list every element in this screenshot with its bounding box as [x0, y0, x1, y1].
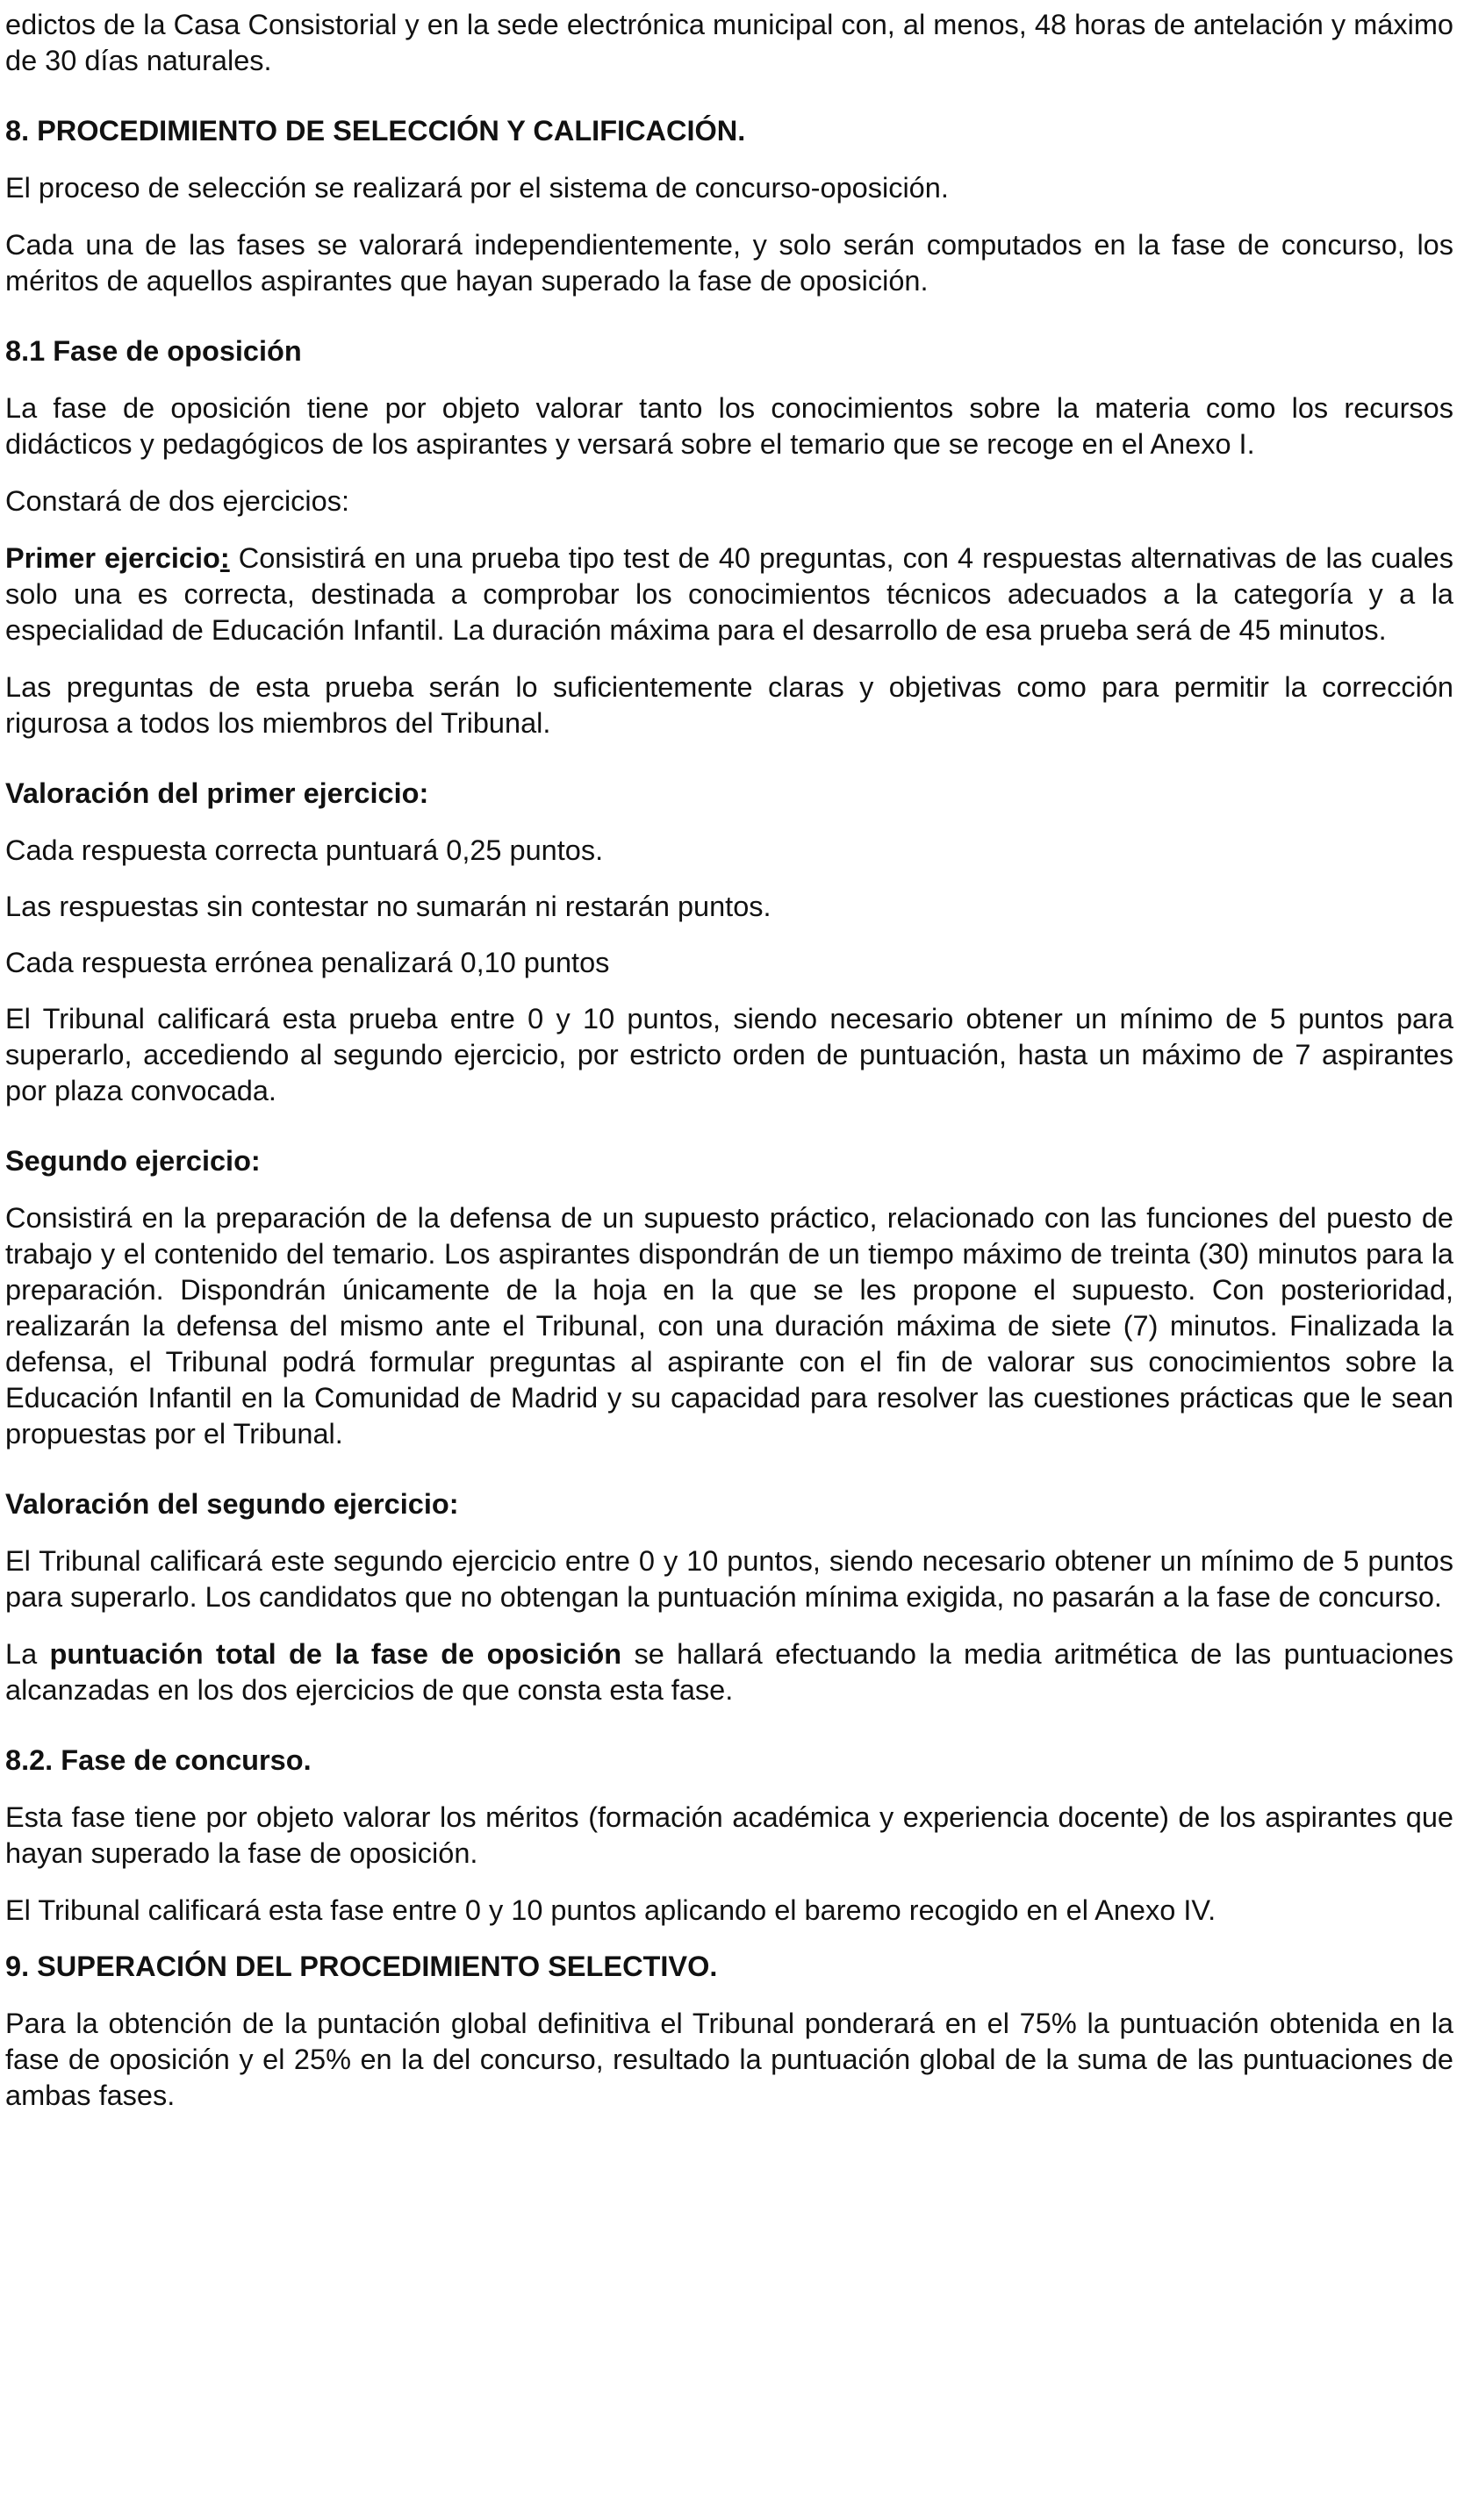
- paragraph-objeto-concurso: Esta fase tiene por objeto valorar los méritos (formación académica y experiencia docente) de los aspirantes que hayan superado la fase de oposición.: [5, 1801, 1453, 1869]
- puntuacion-total-prefix: La: [5, 1638, 50, 1670]
- paragraph-respuesta-correcta: Cada respuesta correcta puntuará 0,25 puntos.: [5, 834, 604, 866]
- heading-section-8: 8. PROCEDIMIENTO DE SELECCIÓN Y CALIFICACIÓN.: [5, 115, 746, 147]
- primer-ejercicio-colon: :: [219, 542, 230, 574]
- paragraph-puntuacion-global: Para la obtención de la puntación global definitiva el Tribunal ponderará en el 75% la puntuación obtenida en la fase de oposición y el 25% en la del concurso, resultado la puntuación global de la suma de las puntuaciones de ambas fases.: [5, 2008, 1453, 2111]
- paragraph-proceso-seleccion: El proceso de selección se realizará por el sistema de concurso-oposición.: [5, 172, 949, 204]
- paragraph-dos-ejercicios: Constará de dos ejercicios:: [5, 485, 349, 517]
- paragraph-preguntas-claras: Las preguntas de esta prueba serán lo suficientemente claras y objetivas como para permitir la corrección rigurosa a todos los miembros del Tribunal.: [5, 671, 1453, 739]
- paragraph-edictos: edictos de la Casa Consistorial y en la sede electrónica municipal con, al menos, 48 horas de antelación y máximo de 30 días naturales.: [5, 9, 1453, 76]
- paragraph-respuestas-sin-contestar: Las respuestas sin contestar no sumarán ni restarán puntos.: [5, 891, 771, 922]
- puntuacion-total-rest: se hallará efectuando la media aritmética de las puntuaciones alcanzadas en los dos ejercicios de que consta esta fase.: [5, 1638, 1454, 1706]
- paragraph-calificacion-segundo: El Tribunal calificará este segundo ejercicio entre 0 y 10 puntos, siendo necesario obtener un mínimo de 5 puntos para superarlo. Los candidatos que no obtengan la puntuación mínima exigida, no pasarán a la fase de concurso.: [5, 1545, 1453, 1613]
- heading-fase-oposicion: 8.1 Fase de oposición: [5, 335, 302, 367]
- document-body: [5, 7, 1453, 2135]
- paragraph-respuesta-erronea: Cada respuesta errónea penalizará 0,10 puntos: [5, 947, 610, 978]
- puntuacion-total-bold: puntuación total de la fase de oposición: [49, 1638, 622, 1670]
- paragraph-objeto-oposicion: La fase de oposición tiene por objeto valorar tanto los conocimientos sobre la materia como los recursos didácticos y pedagógicos de los aspirantes y versará sobre el temario que se recoge en el Anexo I.: [5, 392, 1453, 460]
- paragraph-calificacion-concurso: El Tribunal calificará esta fase entre 0 y 10 puntos aplicando el baremo recogido en el Anexo IV.: [5, 1894, 1216, 1926]
- heading-fase-concurso: 8.2. Fase de concurso.: [5, 1744, 312, 1776]
- primer-ejercicio-label: Primer ejercicio: [5, 542, 220, 574]
- paragraph-fases-valoracion: Cada una de las fases se valorará independientemente, y solo serán computados en la fase de concurso, los méritos de aquellos aspirantes que hayan superado la fase de oposición.: [5, 229, 1453, 297]
- paragraph-supuesto-practico: Consistirá en la preparación de la defensa de un supuesto práctico, relacionado con las funciones del puesto de trabajo y el contenido del temario. Los aspirantes dispondrán de un tiempo máximo de treinta (30) minutos para la preparación. Dispondrán únicamente de la hoja en la que se les propone el supuesto. Con posterioridad, realizarán la defensa del mismo ante el Tribunal, con una duración máxima de siete (7) minutos. Finalizada la defensa, el Tribunal podrá formular preguntas al aspirante con el fin de valorar sus conocimientos sobre la Educación Infantil en la Comunidad de Madrid y su capacidad para resolver las cuestiones prácticas que le sean propuestas por el Tribunal.: [5, 1202, 1453, 1450]
- primer-ejercicio-text: Consistirá en una prueba tipo test de 40 preguntas, con 4 respuestas alternativas de las cuales solo una es correcta, destinada a comprobar los conocimientos técnicos adecuados a la categoría y a la especialidad de Educación Infantil. La duración máxima para el desarrollo de esa prueba será de 45 minutos.: [5, 542, 1453, 646]
- heading-section-9: 9. SUPERACIÓN DEL PROCEDIMIENTO SELECTIVO.: [5, 1951, 718, 1982]
- paragraph-puntuacion-total: [5, 1636, 1453, 1708]
- heading-segundo-ejercicio: Segundo ejercicio:: [5, 1145, 261, 1177]
- heading-valoracion-segundo: Valoración del segundo ejercicio:: [5, 1488, 459, 1520]
- paragraph-primer-ejercicio: [5, 541, 1453, 648]
- heading-valoracion-primer: Valoración del primer ejercicio:: [5, 777, 429, 809]
- paragraph-calificacion-primer: El Tribunal calificará esta prueba entre 0 y 10 puntos, siendo necesario obtener un mínimo de 5 puntos para superarlo, accediendo al segundo ejercicio, por estricto orden de puntuación, hasta un máximo de 7 aspirantes por plaza convocada.: [5, 1003, 1453, 1106]
